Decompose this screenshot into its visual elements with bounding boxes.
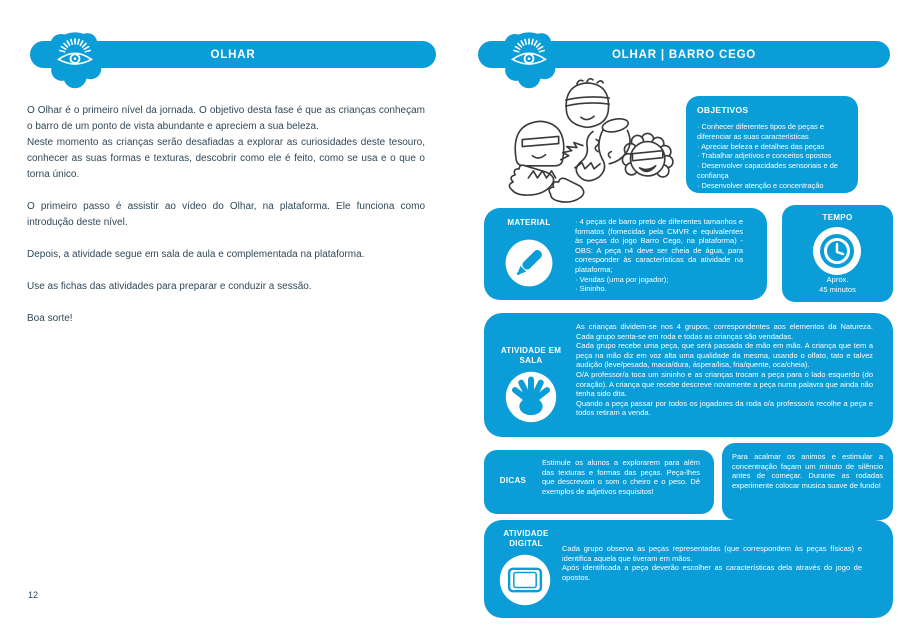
left-body-text bbox=[27, 103, 425, 343]
tempo-duration bbox=[782, 275, 893, 295]
right-page-title: OLHAR | BARRO CEGO bbox=[611, 48, 757, 61]
material-item: · Vendas (uma por jogador); bbox=[575, 274, 669, 284]
atividade-sala-label: ATIVIDADE EM SALA bbox=[500, 346, 562, 365]
tempo-line: Aprox. bbox=[826, 275, 849, 284]
objetivos-title: OBJETIVOS bbox=[697, 105, 749, 115]
hand-icon bbox=[503, 369, 559, 425]
tempo-line: 45 minutos bbox=[819, 285, 856, 294]
activity-paragraph: As crianças dividem-se nos 4 grupos, correspondentes aos elementos da Natureza. Cada grupo senta-se em roda e todas as crianças são vendadas. bbox=[576, 322, 873, 341]
atividade-sala-text bbox=[576, 322, 873, 418]
digital-paragraph: Após identificada a peça deverão escolher as características dela através do jogo de opostos. bbox=[562, 563, 862, 582]
tip-box bbox=[722, 443, 893, 520]
activity-paragraph: O/A professor/a toca um sininho e as crianças trocam a peça para o lado esquerdo (do coração). A criança que recebe descreve novamente a peça numa palavra que ainda não tenha sido dita. bbox=[576, 369, 873, 399]
objective-item: · Apreciar beleza e detalhes das peças bbox=[697, 141, 825, 151]
tempo-box bbox=[782, 205, 893, 302]
tip-text: Para acalmar os animos e estimular a concentração façam um minuto de silêncio antes de começar. Durante as rodadas experimente colocar musica suave de fundo! bbox=[732, 452, 883, 490]
dicas-box bbox=[484, 450, 714, 514]
atividade-sala-box bbox=[484, 313, 893, 437]
material-list bbox=[575, 217, 743, 294]
paragraph: O primeiro passo é assistir ao vídeo do Olhar, na plataforma. Ele funciona como introdução deste nível. bbox=[27, 201, 425, 228]
objective-item: · Trabalhar adjetivos e conceitos opostos bbox=[697, 151, 832, 161]
material-box bbox=[484, 208, 767, 300]
dicas-text: Estimule os alunos a explorarem para além das texturas e formas das peças. Peça-lhes que descrevam o som o cheiro e o peso. Dê exemplos de adjetivos esquisitos! bbox=[542, 458, 700, 496]
objetivos-box bbox=[686, 96, 858, 193]
material-label: MATERIAL bbox=[507, 218, 551, 227]
objective-item: · Desenvolver capacidades sensoriais e de confiança bbox=[697, 161, 838, 180]
children-sketch-illustration bbox=[498, 72, 680, 205]
page-number: 12 bbox=[28, 590, 39, 600]
clock-icon bbox=[811, 225, 863, 277]
paragraph: O Olhar é o primeiro nível da jornada. O objetivo desta fase é que as crianças conheçam o barro de um ponto de vista abundante e apreciem a sua beleza. bbox=[27, 105, 425, 132]
activity-paragraph: Quando a peça passar por todos os jogadores da roda o/a professor/a recolhe a peça e todos retiram a venda. bbox=[576, 398, 873, 418]
objective-item: · Conhecer diferentes tipos de peças e diferenciar as suas características bbox=[697, 122, 824, 141]
tempo-label: TEMPO bbox=[822, 213, 853, 222]
paragraph: Use as fichas das atividades para preparar e conduzir a sessão. bbox=[27, 281, 312, 292]
objective-item: · Desenvolver atenção e concentração bbox=[697, 180, 824, 190]
atividade-digital-label: ATIVIDADE DIGITAL bbox=[503, 529, 549, 548]
material-item: · Sininho. bbox=[575, 284, 607, 294]
paragraph: Depois, a atividade segue em sala de aula e complementada na plataforma. bbox=[27, 249, 365, 260]
left-page-title: OLHAR bbox=[210, 48, 256, 61]
material-item: · 4 peças de barro preto de diferentes tamanhos e formatos (fornecidas pela CMVR e equivalentes às peças do jogo Barro Cego, na plataforma) - OBS: A peça n4 deve ser cheia de água, para corresponder às características da atividade na plataforma; bbox=[575, 217, 743, 274]
objetivos-list bbox=[697, 122, 847, 191]
digital-paragraph: Cada grupo observa as peças representadas (que correspondem às peças físicas) e identifica aquela que tiveram em mãos. bbox=[562, 544, 862, 563]
pencil-icon bbox=[502, 236, 556, 290]
activity-paragraph: Cada grupo recebe uma peça, que será passada de mão em mão. A criança que tem a peça na mão diz em voz alta uma qualidade da mesma, usando o olfato, tato e talvez audição (leve/pesada, macia/dura, áspera/lisa, fria/quente, oca/cheia). bbox=[576, 341, 873, 370]
atividade-digital-box bbox=[484, 520, 893, 618]
atividade-digital-text bbox=[562, 544, 862, 582]
paragraph: Boa sorte! bbox=[27, 313, 73, 324]
dicas-label: DICAS bbox=[499, 476, 527, 485]
paragraph: Neste momento as crianças serão desafiadas a explorar as curiosidades deste tesouro, conhecer as suas formas e texturas, descobrir como ele é feito, como se usa e o que o torna único. bbox=[27, 137, 425, 180]
eye-icon bbox=[36, 20, 114, 94]
screen-icon bbox=[497, 552, 553, 608]
